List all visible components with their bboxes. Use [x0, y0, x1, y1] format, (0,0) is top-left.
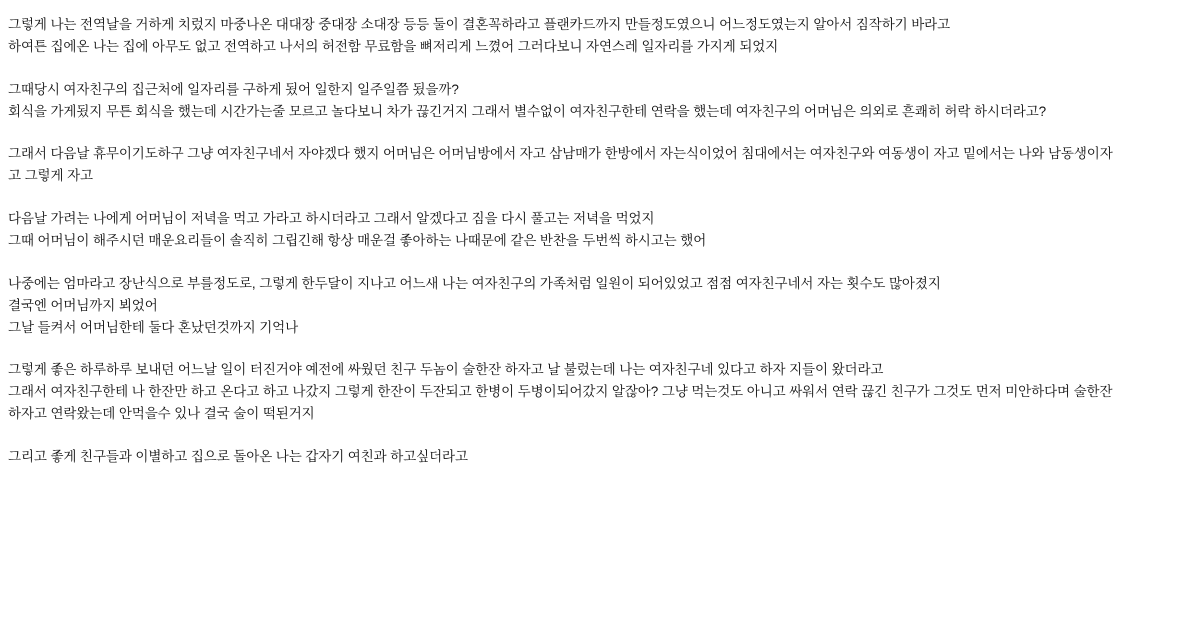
- paragraph-line: 그때당시 여자친구의 집근처에 일자리를 구하게 됬어 일한지 일주일쯤 됬을까?: [8, 81, 459, 97]
- text-block: [8, 359, 1192, 425]
- paragraph-spacer: [8, 425, 1192, 446]
- paragraph-spacer: [8, 338, 1192, 359]
- text-block: [8, 143, 1192, 187]
- paragraph-spacer: [8, 252, 1192, 273]
- paragraph-line: 나중에는 엄마라고 장난식으로 부를정도로, 그렇게 한두달이 지나고 어느새 나는 여자친구의 가족처럼 일원이 되어있었고 점점 여자친구네서 자는 횟수도 많아졌지: [8, 275, 941, 291]
- paragraph-line: 그렇게 좋은 하루하루 보내던 어느날 일이 터진거야 예전에 싸웠던 친구 두놈이 술한잔 하자고 날 불렀는데 나는 여자친구네 있다고 하자 지들이 왔더라고: [8, 362, 884, 378]
- text-block: [8, 208, 1192, 252]
- paragraph-line: 그날 들켜서 어머님한테 둘다 혼났던것까지 기억나: [8, 319, 299, 335]
- paragraph-spacer: [8, 122, 1192, 143]
- text-block: [8, 79, 1192, 123]
- paragraph-line: 하여튼 집에온 나는 집에 아무도 없고 전역하고 나서의 허전함 무료함을 뼈저리게 느꼈어 그러다보니 자연스레 일자리를 가지게 되었지: [8, 38, 779, 54]
- paragraph-line: 다음날 가려는 나에게 어머님이 저녁을 먹고 가라고 하시더라고 그래서 알겠다고 짐을 다시 풀고는 저녁을 먹었지: [8, 211, 655, 227]
- text-block: [8, 446, 1192, 468]
- paragraph-line: 그래서 다음날 휴무이기도하구 그냥 여자친구네서 자야겠다 했지 어머님은 어머님방에서 자고 삼남매가 한방에서 자는식이었어 침대에서는 여자친구와 여동생이 자고 밑에서는 나와 남동생이자: [8, 146, 1113, 162]
- paragraph-spacer: [8, 58, 1192, 79]
- paragraph-line: 그때 어머님이 해주시던 매운요리들이 솔직히 그립긴해 항상 매운걸 좋아하는 나때문에 같은 반찬을 두번씩 하시고는 했어: [8, 233, 707, 249]
- paragraph-line: 그렇게 나는 전역날을 거하게 치렀지 마중나온 대대장 중대장 소대장 등등 둘이 결혼꼭하라고 플랜카드까지 만들정도였으니 어느정도였는지 알아서 짐작하기 바라고: [8, 17, 951, 32]
- paragraph-line: 회식을 가게됬지 무튼 회식을 했는데 시간가는줄 모르고 놀다보니 차가 끊긴거지 그래서 별수없이 여자친구한테 연락을 했는데 여자친구의 어머님은 의외로 흔쾌히 허락 하시더라고?: [8, 103, 1047, 119]
- text-block: [8, 14, 1192, 58]
- paragraph-line: 그래서 여자친구한테 나 한잔만 하고 온다고 하고 나갔지 그렇게 한잔이 두잔되고 한병이 두병이되어갔지 알잖아? 그냥 먹는것도 아니고 싸워서 연락 끊긴 친구가 그것도 먼저 미안하다며 술한잔: [8, 384, 1113, 400]
- paragraph-spacer: [8, 187, 1192, 208]
- paragraph-line: 하자고 연락왔는데 안먹을수 있나 결국 술이 떡된거지: [8, 406, 315, 422]
- paragraph-line: 고 그렇게 자고: [8, 168, 93, 184]
- paragraph-line: 그리고 좋게 친구들과 이별하고 집으로 돌아온 나는 갑자기 여친과 하고싶더라고: [8, 449, 468, 465]
- paragraph-line: 결국엔 어머님까지 뵈었어: [8, 297, 158, 313]
- text-block: [8, 273, 1192, 339]
